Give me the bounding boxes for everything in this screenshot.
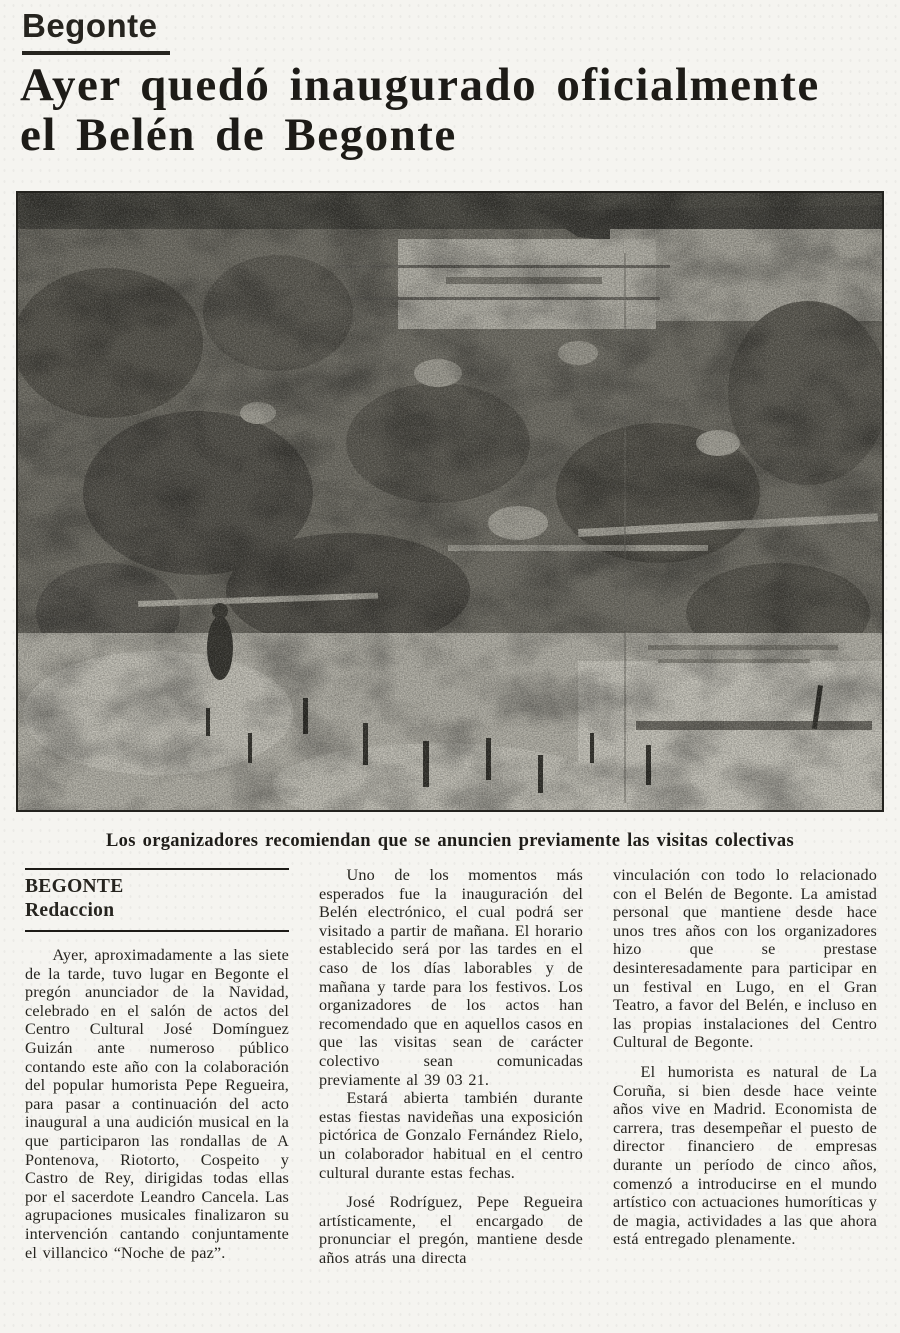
body-paragraph: José Rodríguez, Pepe Regueira artísticamente, el encargado de pronunciar el pregón, mantiene desde años atrás una directa bbox=[319, 1193, 583, 1267]
article-headline bbox=[20, 60, 898, 160]
byline-box bbox=[25, 868, 289, 932]
body-paragraph: Uno de los momentos más esperados fue la inauguración del Belén electrónico, el cual podrá ser visitado a partir de mañana. El horario establecido será por las tardes en el caso de los días laborables y de mañana y tarde para los festivos. Los organizadores de los actos han recomendado que en aquellos casos en que las visitas sean de carácter colectivo sean comunicadas previamente al 39 03 21. bbox=[319, 866, 583, 1089]
section-kicker: Begonte bbox=[22, 6, 170, 55]
article-photo bbox=[16, 191, 884, 812]
byline-section: BEGONTE bbox=[25, 876, 124, 897]
halftone-photo-graphic bbox=[18, 193, 882, 810]
headline-line-2: el Belén de Begonte bbox=[20, 109, 457, 161]
body-paragraph: El humorista es natural de La Coruña, si bien desde hace veinte años vive en Madrid. Economista de carrera, tras desempeñar el puesto de director financiero de empresas durante un período de cinco años, comenzó a introducirse en el mundo artístico con actuaciones humoríticas y de magia, actividades a las que ahora está entregado plenamente. bbox=[613, 1062, 877, 1249]
photo-caption: Los organizadores recomiendan que se anuncien previamente las visitas colectivas bbox=[106, 831, 794, 851]
body-paragraph: vinculación con todo lo relacionado con el Belén de Begonte. La amistad personal que mantiene desde hace unos tres años con los organizadores hizo que se prestase desinteresadamente para participar en un festival en Lugo, en el Gran Teatro, a favor del Belén, e incluso en las propias instalaciones del Centro Cultural de Begonte. bbox=[613, 866, 877, 1052]
column-1 bbox=[25, 866, 289, 1262]
body-paragraph: Ayer, aproximadamente a las siete de la tarde, tuvo lugar en Begonte el pregón anunciador de la Navidad, celebrado en el salón de actos del Centro Cultural José Domínguez Guizán ante numeroso público contando este año con la colaboración del popular humorista Pepe Regueira, para pasar a continuación del acto inaugural a una audición musical en la que participaron las rondallas de A Pontenova, Riotorto, Cospeito y Castro de Rey, dirigidas todas ellas por el sacerdote Leandro Cancela. Las agrupaciones musicales finalizaron su intervención cantando conjuntamente el villancico “Noche de paz”. bbox=[25, 946, 289, 1262]
column-3 bbox=[613, 866, 877, 1249]
headline-line-1: Ayer quedó inaugurado oficialmente bbox=[20, 59, 820, 111]
column-2 bbox=[319, 866, 583, 1267]
article-body bbox=[25, 866, 877, 1267]
body-paragraph: Estará abierta también durante estas fiestas navideñas una exposición pictórica de Gonzalo Fernández Rielo, un colaborador habitual en el centro cultural durante estas fechas. bbox=[319, 1089, 583, 1182]
byline-author: Redaccion bbox=[25, 900, 115, 921]
